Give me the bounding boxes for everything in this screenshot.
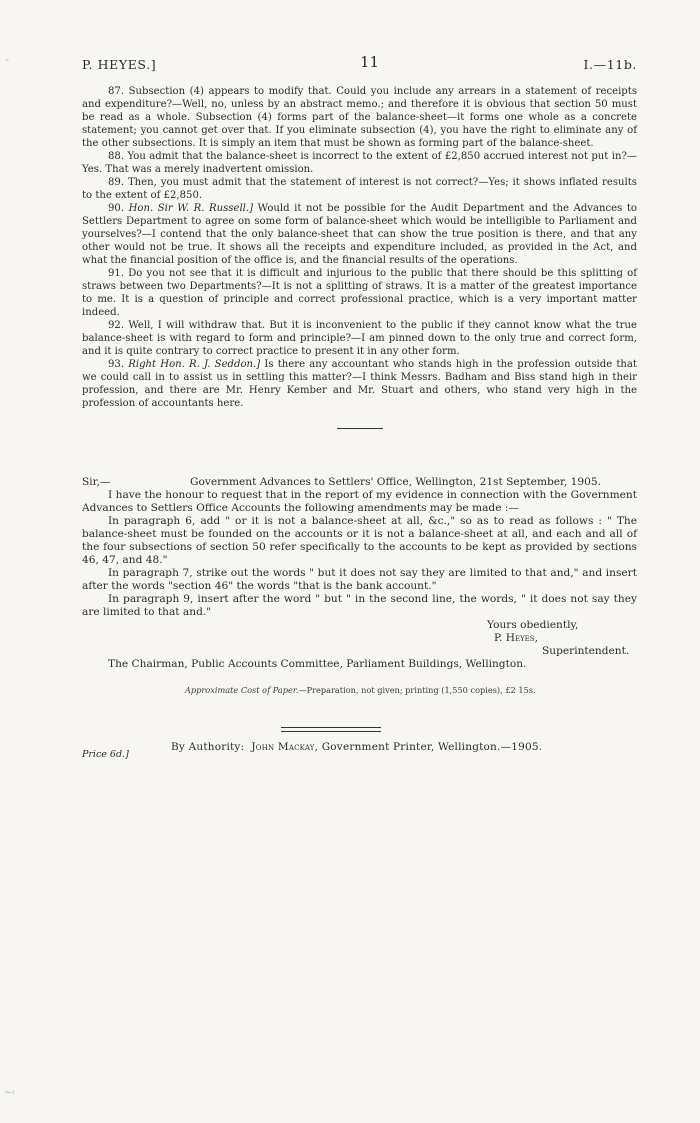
salutation: Sir,— — [82, 476, 111, 488]
evidence-text — [82, 85, 637, 429]
speaker: Hon. Sir W. R. Russell.] — [128, 203, 254, 214]
cost-label: Approximate Cost of Paper. — [185, 685, 299, 695]
addressee: The Chairman, Public Accounts Committee, Parliament Buildings, Wellington. — [108, 658, 527, 670]
letter-paragraph: In paragraph 6, add " or it is not a balance-sheet at all, &c.," so as to read as follows : " The balance-sheet must be founded on the accounts or it is not a balance-sheet at all, and each and all of the four subsections of section 50 refer specifically to the accounts to be kept as provided by sections 46, 47, and 48." — [82, 515, 637, 566]
page-number: 11 — [360, 53, 380, 71]
printer-imprint: By Authority: John Mackay, Government Printer, Wellington.—1905. — [171, 741, 543, 753]
scan-mark: ~‹ — [4, 1088, 16, 1098]
page-header — [82, 53, 637, 72]
speaker: Right Hon. R. J. Seddon.] — [128, 359, 261, 370]
footer-rule — [281, 731, 381, 732]
scan-mark: ˇ — [5, 60, 10, 70]
price: Price 6d.] — [82, 749, 129, 760]
letter-paragraph: I have the honour to request that in the report of my evidence in connection with the Government Advances to Settlers Office Accounts the following amendments may be made :— — [82, 489, 637, 514]
letter-paragraph: In paragraph 9, insert after the word " but " in the second line, the words, " it does not say they are limited to that and." — [82, 593, 637, 618]
signature-block — [82, 619, 637, 658]
header-paper-ref: I.—11b. — [583, 57, 637, 72]
closing: Yours obediently, — [487, 619, 579, 631]
letter — [82, 476, 637, 671]
header-witness: P. HEYES.] — [82, 57, 157, 72]
cost-of-paper — [185, 685, 536, 695]
paragraph-90: 90. Hon. Sir W. R. Russell.] Would it not be possible for the Audit Department and the Advances to Settlers Department to agree on some form of balance-sheet which would be intelligible to Parliament and yourselves?—I contend that the only balance-sheet that can show the true position is there, and that any other would not be true. It shows all the receipts and expenditure included, as provided in the Act, and what the financial position of the office is, and the financial results of the operations. — [82, 203, 637, 266]
signatory-title: Superintendent. — [542, 645, 630, 657]
signature: P. Heyes, — [494, 632, 538, 644]
letter-heading — [82, 476, 637, 489]
footer-rule — [281, 727, 381, 728]
paragraph-89: 89. Then, you must admit that the statement of interest is not correct?—Yes; it shows inflated results to the extent of £2,850. — [82, 177, 637, 201]
paragraph-91: 91. Do you not see that it is difficult and injurious to the public that there should be this splitting of straws between two Departments?—It is not a splitting of straws. It is a matter of the greatest importance to me. It is a question of principle and correct professional practice, which is a very important matter indeed. — [82, 268, 637, 318]
printer-name: John Mackay, — [251, 741, 319, 753]
paragraph-93: 93. Right Hon. R. J. Seddon.] Is there any accountant who stands high in the profession outside that we could call in to assist us in settling this matter?—I think Messrs. Badham and Biss stand high in their profession, and there are Mr. Henry Kember and Mr. Stuart and others, who stand very high in the profession of accountants here. — [82, 359, 637, 409]
paragraph-87: 87. Subsection (4) appears to modify that. Could you include any arrears in a statement of receipts and expenditure?—Well, no, unless by an abstract memo.; and therefore it is obvious that section 50 must be read as a whole. Subsection (4) forms part of the balance-sheet—it forms one whole as a concrete statement; you cannot get over that. If you eliminate subsection (4), you have the right to eliminate any of the other subsections. It is simply an item that must be shown as forming part of the balance-sheet. — [82, 86, 637, 149]
letter-paragraph: In paragraph 7, strike out the words " but it does not say they are limited to that and," and insert after the words "section 46" the words "that is the bank account." — [82, 567, 637, 592]
paragraph-88: 88. You admit that the balance-sheet is incorrect to the extent of £2,850 accrued interest not put in?—Yes. That was a merely inadvertent omission. — [82, 151, 637, 175]
cost-text: —Preparation, not given; printing (1,550 copies), £2 15s. — [298, 685, 536, 695]
paragraph-92: 92. Well, I will withdraw that. But it is inconvenient to the public if they cannot know what the true balance-sheet is with regard to form and principle?—I am pinned down to the only true and correct form, and it is quite contrary to correct practice to present it in any other form. — [82, 320, 637, 357]
section-divider — [337, 428, 383, 429]
letter-address-date: Government Advances to Settlers' Office, Wellington, 21st September, 1905. — [190, 476, 602, 488]
